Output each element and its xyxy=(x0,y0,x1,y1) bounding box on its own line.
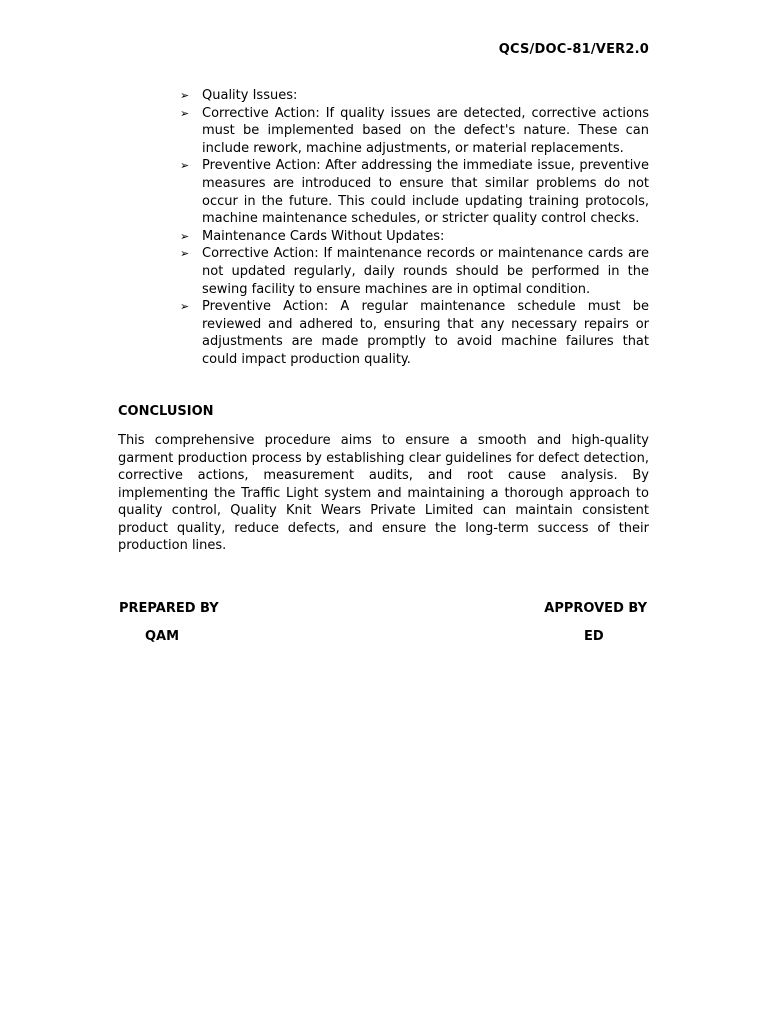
arrow-bullet-icon: ➢ xyxy=(180,89,190,102)
prepared-by-name: QAM xyxy=(145,629,180,644)
bullet-text: Preventive Action: After addressing the immediate issue, preventive measures are introduced to ensure that similar problems do not occur in the future. This could include updating training protocols, machine maintenance schedules, or stricter quality control checks. xyxy=(202,158,649,227)
document-code: QCS/DOC-81/VER2.0 xyxy=(498,42,649,57)
bullet-text: Corrective Action: If maintenance records or maintenance cards are not updated regularly, daily rounds should be performed in the sewing facility to ensure machines are in optimal condition. xyxy=(202,246,649,297)
approved-by-label: APPROVED BY xyxy=(544,601,647,616)
arrow-bullet-icon: ➢ xyxy=(180,247,190,261)
prepared-by-label: PREPARED BY xyxy=(119,601,219,616)
arrow-bullet-icon: ➢ xyxy=(180,229,190,243)
bullet-text: Corrective Action: If quality issues are detected, corrective actions must be implemented based on the defect's nature. These can include rework, machine adjustments, or material replacements. xyxy=(202,105,649,156)
approved-by-name: ED xyxy=(584,629,604,644)
bullet-quality-issues xyxy=(180,87,649,105)
conclusion-paragraph: This comprehensive procedure aims to ensure a smooth and high-quality garment production process by establishing clear guidelines for defect detection, corrective actions, measurement audits, and root cause analysis. By implementing the Traffic Light system and maintaining a thorough approach to quality control, Quality Knit Wears Private Limited can maintain consistent product quality, reduce defects, and ensure the long-term success of their production lines. xyxy=(118,433,649,553)
arrow-bullet-icon: ➢ xyxy=(180,300,190,314)
arrow-bullet-icon: ➢ xyxy=(180,159,190,173)
bullet-maintenance-cards xyxy=(180,228,649,246)
bullet-quality-corrective-action xyxy=(180,105,649,158)
arrow-bullet-icon: ➢ xyxy=(180,106,190,120)
bullet-maintenance-preventive-action xyxy=(180,298,649,368)
action-bullet-list xyxy=(180,87,649,369)
conclusion-heading: CONCLUSION xyxy=(118,404,214,419)
bullet-text: Quality Issues: xyxy=(202,88,298,103)
bullet-maintenance-corrective-action xyxy=(180,245,649,298)
bullet-text: Preventive Action: A regular maintenance schedule must be reviewed and adhered to, ensuring that any necessary repairs or adjustments are made promptly to avoid machine failures that could impact production quality. xyxy=(202,299,649,367)
bullet-quality-preventive-action xyxy=(180,157,649,227)
bullet-text: Maintenance Cards Without Updates: xyxy=(202,228,445,244)
